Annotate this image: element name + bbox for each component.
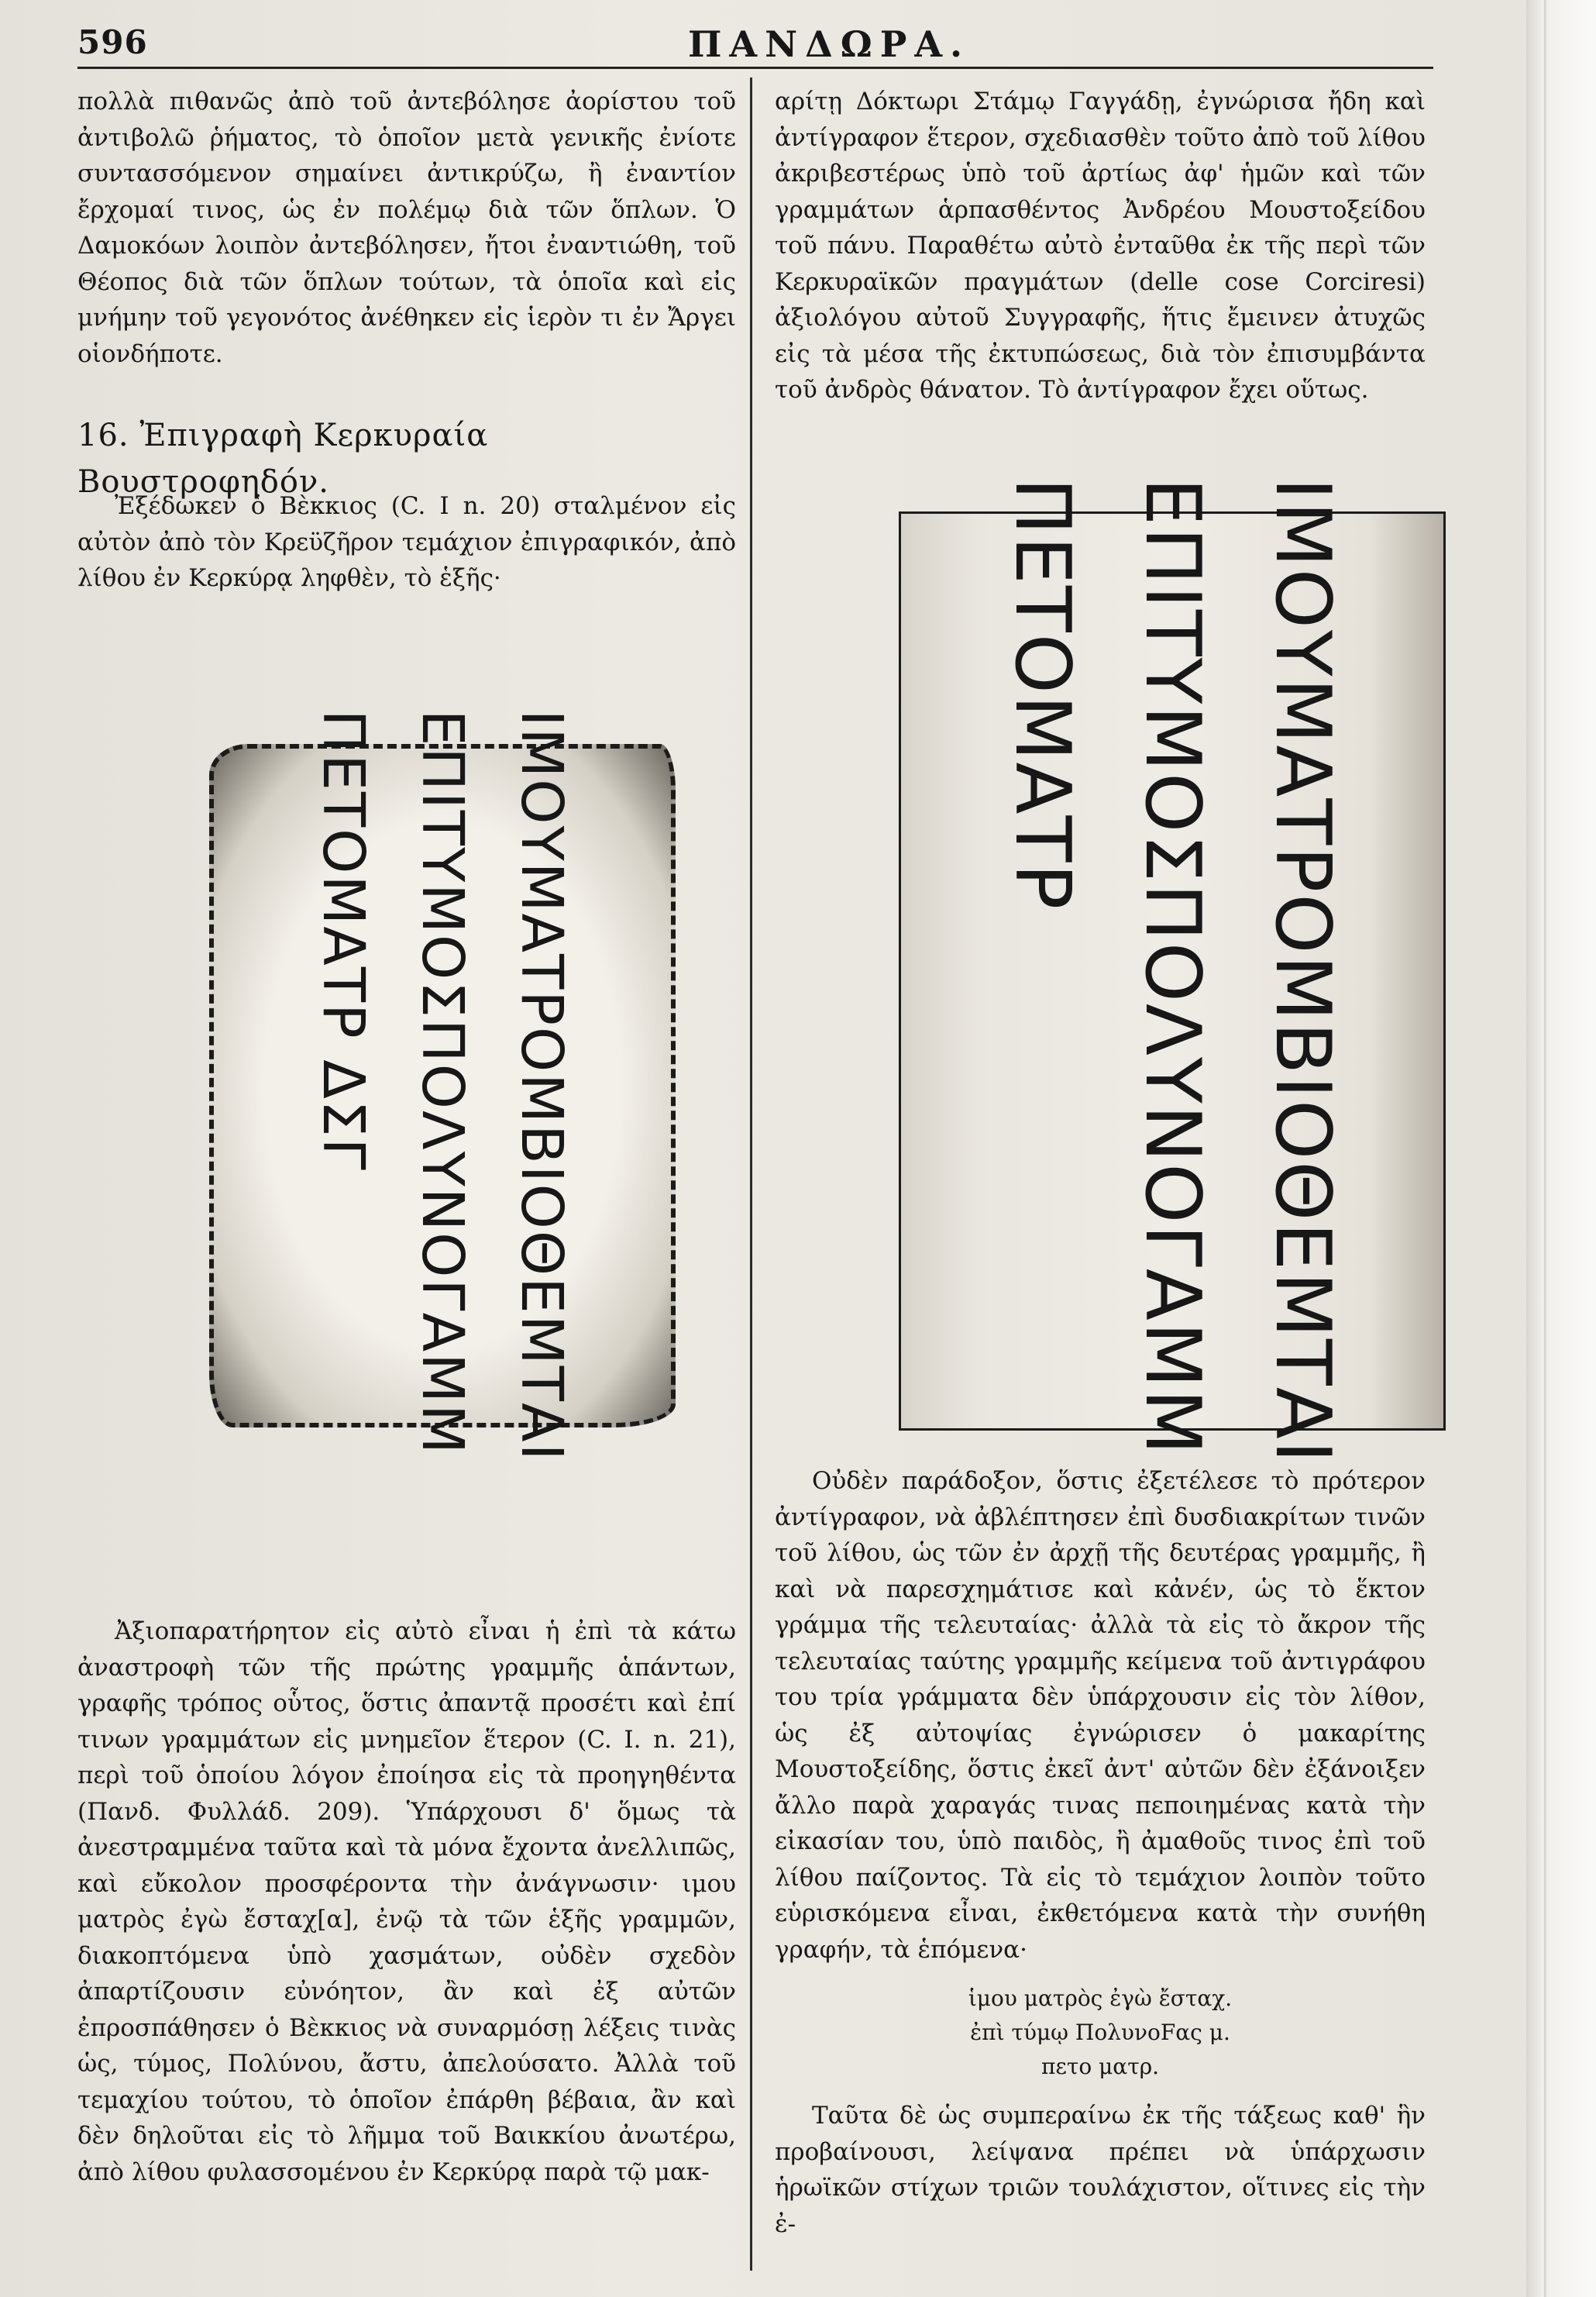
left-column-bottom <box>77 1613 736 2190</box>
page-header <box>77 17 1526 71</box>
page-number: 596 <box>77 23 148 61</box>
left-paragraph-1: πολλὰ πιθανῶς ἀπὸ τοῦ ἀντεβόλησε ἀορίστου τοῦ ἀντιβολῶ ῥήματος, τὸ ὁποῖον μετὰ γενικῆς ἐνίοτε συντασσόμενον σημαίνει ἀντικρύζω, ἢ ἐναντίον ἔρχομαί τινος, ὡς ἐν πολέμῳ διὰ τῶν ὅπλων. Ὁ Δαμοκόων λοιπὸν ἀντεβόλησεν, ἤτοι ἐναντιώθη, τοῦ Θέοπος διὰ τῶν ὅπλων τούτων, τὰ ὁποῖα καὶ εἰς μνήμην τοῦ γεγονότος ἀνέθηκεν εἰς ἱερὸν τι ἐν Ἄργει οἱονδήποτε. <box>77 88 736 368</box>
transcription-line: ἐπὶ τύμῳ ΠολυνοFας μ. <box>970 2020 1230 2045</box>
left-column-intro <box>77 488 736 597</box>
inscription-text-left <box>294 710 591 1462</box>
inscription-drawing-left <box>209 709 676 1462</box>
right-column-top <box>775 84 1426 408</box>
section-heading: 16. Ἐπιγραφὴ Κερκυραία Βουστροφηδόν. <box>77 418 489 500</box>
column-divider <box>750 77 752 2271</box>
inscription-line: ΕΠΙΤΥΜΟΣΠΟΛΥΝΟΓΑΜΜ <box>1128 477 1216 1457</box>
inscription-line: ΕΠΙΤΥΜΟΣΠΟΛΥΝΟΓΑΜΜ <box>409 709 476 1455</box>
right-column-bottom <box>775 1463 1426 2242</box>
right-paragraph-2: Οὐδὲν παράδοξον, ὅστις ἐξετέλεσε τὸ πρότερον ἀντίγραφον, νὰ ἀβλέπτησεν ἐπὶ δυσδιακρίτων τινῶν τοῦ λίθου, ὡς τῶν ἐν ἀρχῇ τῆς δευτέρας γραμμῆς, ἢ καὶ νὰ παρεσχημάτισε καὶ κἀνέν, ὡς τὸ ἕκτον γράμμα τῆς τελευταίας· ἀλλὰ τὰ εἰς τὸ ἄκρον τῆς τελευταίας ταύτης γραμμῆς κείμενα τοῦ ἀντιγράφου του τρία γράμματα δὲν ὑπάρχουσιν εἰς τὸν λίθον, ὡς ἐξ αὐτοψίας ἐγνώρισεν ὁ μακαρίτης Μουστοξείδης, ὅστις ἐκεῖ ἀντ' αὐτῶν δὲν ἐξάνοιξεν ἄλλο παρὰ χαραγάς τινας πεποιημένας κατὰ τὴν εἰκασίαν του, ὑπὸ παιδὸς, ἢ ἀμαθοῦς τινος ἐπὶ τοῦ λίθου παίζοντος. Τὰ εἰς τὸ τεμάχιον λοιπὸν τοῦτο εὑρισκόμενα εἶναι, ἐκθετόμενα κατὰ τὴν συνήθη γραφήν, τὰ ἑπόμενα· <box>775 1467 1426 1964</box>
right-paragraph-3: Ταῦτα δὲ ὡς συμπεραίνω ἐκ τῆς τάξεως καθ' ἣν προβαίνουσι, λείψανα πρέπει νὰ ὑπάρχωσιν ἡρωϊκῶν στίχων τριῶν τουλάχιστον, οἵτινες εἰς τὴν ἐ- <box>775 2102 1426 2238</box>
inscription-line: ΠΕΤΟΜΑΤΡ ΔΣΓ <box>310 709 377 1172</box>
inscription-line: ΙΜΟΥΜΑΤΡΟΜΒΙΟΘΕΜΤΑΙ <box>508 709 575 1462</box>
transcription-line: ἱμου ματρὸς ἐγὼ ἔσταχ. <box>968 1985 1233 2011</box>
inscription-text-right <box>977 477 1367 1464</box>
transcription-block <box>775 1982 1426 2084</box>
inscription-line: ΙΜΟΥΜΑΤΡΟΜΒΙΟΘΕΜΤΑΙ <box>1258 477 1347 1465</box>
transcription-line: πετο ματρ. <box>1040 2054 1160 2079</box>
header-rule <box>77 67 1433 69</box>
inscription-line: ΠΕΤΟΜΑΤΡ <box>998 477 1086 911</box>
left-paragraph-3: Ἀξιοπαρατήρητον εἰς αὐτὸ εἶναι ἡ ἐπὶ τὰ κάτω ἀναστροφὴ τῶν τῆς πρώτης γραμμῆς ἁπάντων, γραφῆς τρόπος οὗτος, ὅστις ἀπαντᾷ προσέτι καὶ ἐπί τινων γραμμάτων εἰς μνημεῖον ἕτερον (C. I. n. 21), περὶ τοῦ ὁποίου λόγον ἐποίησα εἰς τὰ προηγηθέντα (Πανδ. Φυλλάδ. 209). Ὑπάρχουσι δ' ὅμως τὰ ἀνεστραμμένα ταῦτα καὶ τὰ μόνα ἔχοντα ἀνελλιπῶς, καὶ εὔκολον προσφέροντα τὴν ἀνάγνωσιν· ιμου ματρὸς ἐγὼ ἔσταχ[α], ἐνῷ τὰ τῶν ἑξῆς γραμμῶν, διακοπτόμενα ὑπὸ χασμάτων, οὐδὲν σχεδὸν ἀπαρτίζουσιν εὐνόητον, ἂν καὶ ἐξ αὐτῶν ἐπροσπάθησεν ὁ Βὲκκιος νὰ συναρμόσῃ λέξεις τινὰς ὡς, τύμος, Πολύνου, ἄστυ, ἀπελούσατο. Ἀλλὰ τοῦ τεμαχίου τούτου, τὸ ὁποῖον ἐπάρθη βέβαια, ἂν καὶ δὲν δηλοῦται εἰς τὸ λῆμμα τοῦ Βαικκίου ἀνωτέρω, ἀπὸ λίθου φυλασσομένου ἐν Κερκύρᾳ παρὰ τῷ μακ- <box>77 1617 736 2186</box>
inscription-drawing-right <box>899 477 1446 1465</box>
right-paragraph-1: αρίτῃ Δόκτωρι Στάμῳ Γαγγάδῃ, ἐγνώρισα ἤδη καὶ ἀντίγραφον ἕτερον, σχεδιασθὲν τοῦτο ἀπὸ τοῦ λίθου ἀκριβεστέρως ὑπὸ τοῦ ἀρτίως ἀφ' ἡμῶν καὶ τῶν γραμμάτων ἁρπασθέντος Ἀνδρέου Μουστοξείδου τοῦ πάνυ. Παραθέτω αὐτὸ ἐνταῦθα ἐκ τῆς περὶ τῶν Κερκυραϊκῶν πραγμάτων (delle cose Corciresi) ἀξιολόγου αὐτοῦ Συγγραφῆς, ἥτις ἔμεινεν ἀτυχῶς εἰς τὰ μέσα τῆς ἐκτυπώσεως, διὰ τὸν ἐπισυμβάντα τοῦ ἀνδρὸς θάνατον. Τὸ ἀντίγραφον ἔχει οὕτως. <box>775 88 1426 404</box>
page-edge <box>1526 0 1596 2297</box>
left-paragraph-2: Ἐξέδωκεν ὁ Βὲκκιος (C. I n. 20) σταλμένον εἰς αὐτὸν ἀπὸ τὸν Κρεϋζῆρον τεμάχιον ἐπιγραφικόν, ἀπὸ λίθου ἐν Κερκύρᾳ ληφθὲν, τὸ ἑξῆς· <box>77 492 736 592</box>
left-column-top <box>77 84 736 372</box>
running-title: ΠΑΝΔΩΡΑ. <box>687 23 971 65</box>
